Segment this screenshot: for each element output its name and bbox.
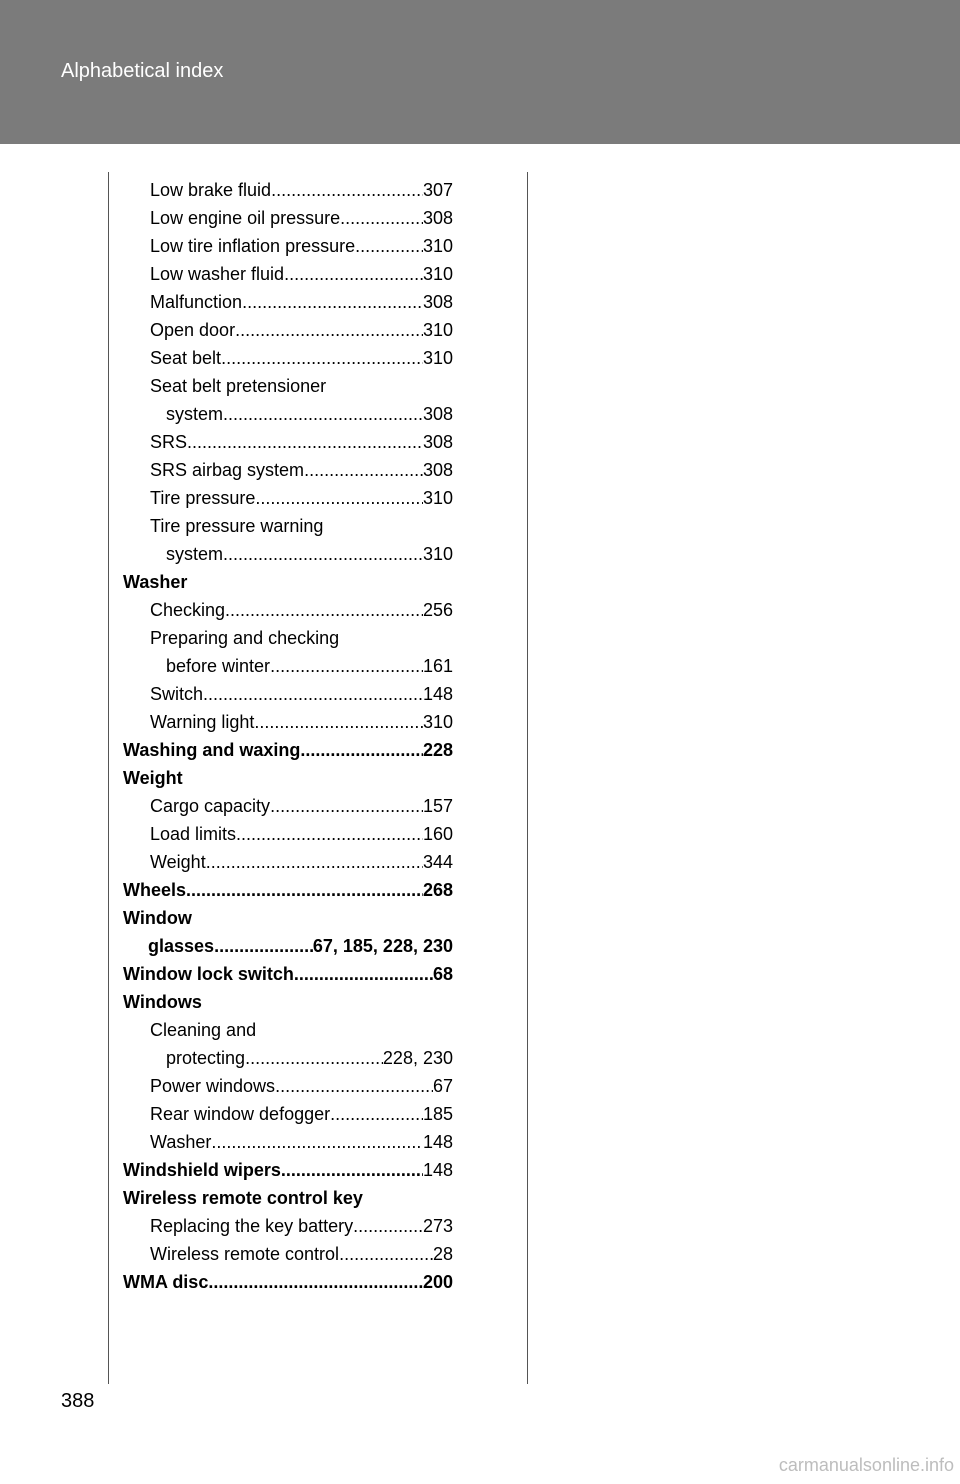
index-entry [123, 624, 453, 652]
index-entry [123, 708, 453, 736]
index-entry [123, 512, 453, 540]
index-entry [123, 288, 453, 316]
index-entry-label: system [166, 404, 224, 424]
index-entry [123, 400, 453, 428]
index-entry-page: 67 [432, 1076, 453, 1096]
column-divider-left [108, 172, 109, 1384]
index-entry-label: Replacing the key battery [150, 1216, 354, 1236]
page-header [0, 0, 960, 144]
index-entry-page: 310 [422, 544, 453, 564]
index-entry-label: Washer [150, 1132, 212, 1152]
index-entry-leader [235, 316, 423, 344]
index-entry-leader [214, 932, 313, 960]
index-entry-leader [284, 260, 423, 288]
index-entry-leader [330, 1100, 423, 1128]
index-entry-label: Low engine oil pressure [150, 208, 341, 228]
index-entry-label: Checking [150, 600, 226, 620]
index-entry-leader [275, 1072, 433, 1100]
index-entry-label: protecting [166, 1048, 246, 1068]
index-entry-leader [355, 232, 423, 260]
index-entry-label: before winter [166, 656, 271, 676]
index-entry-page: 67, 185, 228, 230 [312, 936, 453, 956]
index-entry-page: 157 [422, 796, 453, 816]
index-entry-label: Windows [123, 992, 202, 1012]
index-entry-leader [339, 1240, 433, 1268]
index-entry-label: Windshield wipers [123, 1160, 281, 1180]
header-title: Alphabetical index [61, 60, 224, 82]
index-entry-label: Seat belt [150, 348, 222, 368]
index-entry-label: SRS [150, 432, 188, 452]
index-entry-leader [254, 708, 423, 736]
index-entry-page: 308 [422, 292, 453, 312]
index-entry-leader [270, 792, 423, 820]
index-entry-page: 185 [422, 1104, 453, 1124]
index-entry-label: Window [123, 908, 192, 928]
index-entry-page: 148 [422, 684, 453, 704]
index-entry [123, 316, 453, 344]
index-entry [123, 988, 453, 1016]
index-entry [123, 176, 453, 204]
index-entry-leader [245, 1044, 383, 1072]
index-list [123, 176, 453, 1296]
index-entry [123, 904, 453, 932]
index-entry [123, 820, 453, 848]
index-entry [123, 764, 453, 792]
index-entry-page: 256 [422, 600, 453, 620]
index-entry-leader [255, 484, 423, 512]
index-entry [123, 1212, 453, 1240]
index-entry-page: 161 [422, 656, 453, 676]
index-entry-leader [211, 1128, 423, 1156]
page-number: 388 [61, 1390, 95, 1412]
index-entry-leader [221, 344, 423, 372]
index-entry [123, 596, 453, 624]
index-entry-page: 307 [422, 180, 453, 200]
index-entry-label: Tire pressure warning [150, 516, 324, 536]
index-entry-label: Low tire inflation pressure [150, 236, 356, 256]
index-entry-page: 200 [422, 1272, 453, 1292]
index-entry [123, 792, 453, 820]
index-entry [123, 1240, 453, 1268]
index-entry-leader [281, 1156, 423, 1184]
index-entry [123, 1100, 453, 1128]
index-entry-page: 310 [422, 264, 453, 284]
index-entry-page: 310 [422, 348, 453, 368]
index-entry-label: Power windows [150, 1076, 276, 1096]
index-entry-page: 148 [422, 1132, 453, 1152]
index-entry-label: Wireless remote control key [123, 1188, 363, 1208]
index-entry-label: Washing and waxing [123, 740, 301, 760]
index-entry-label: Malfunction [150, 292, 243, 312]
index-entry [123, 848, 453, 876]
index-entry-leader [236, 820, 423, 848]
index-entry-page: 308 [422, 208, 453, 228]
index-entry-leader [223, 540, 423, 568]
index-entry [123, 428, 453, 456]
index-entry [123, 680, 453, 708]
index-entry [123, 1128, 453, 1156]
index-entry [123, 1184, 453, 1212]
index-entry-label: Cleaning and [150, 1020, 257, 1040]
index-entry-page: 228 [422, 740, 453, 760]
index-entry-label: Window lock switch [123, 964, 294, 984]
index-entry [123, 456, 453, 484]
index-entry [123, 1268, 453, 1296]
index-entry-leader [340, 204, 423, 232]
index-entry [123, 1156, 453, 1184]
index-entry-label: Wheels [123, 880, 187, 900]
index-entry-label: glasses [148, 936, 215, 956]
index-entry-label: Warning light [150, 712, 255, 732]
index-entry-leader [206, 848, 423, 876]
index-entry-leader [294, 960, 433, 988]
index-entry [123, 372, 453, 400]
index-entry-leader [187, 428, 423, 456]
index-entry-page: 308 [422, 432, 453, 452]
index-entry-page: 148 [422, 1160, 453, 1180]
index-entry-leader [186, 876, 423, 904]
index-entry-page: 268 [422, 880, 453, 900]
index-entry-page: 273 [422, 1216, 453, 1236]
column-divider-right [527, 172, 528, 1384]
index-entry-leader [208, 1268, 423, 1296]
index-entry-label: Tire pressure [150, 488, 256, 508]
index-entry [123, 204, 453, 232]
index-entry-page: 68 [432, 964, 453, 984]
index-entry-leader [353, 1212, 423, 1240]
index-entry-label: Load limits [150, 824, 237, 844]
index-entry-page: 310 [422, 488, 453, 508]
index-entry-label: Preparing and checking [150, 628, 340, 648]
index-entry [123, 960, 453, 988]
index-entry [123, 260, 453, 288]
index-entry-label: Open door [150, 320, 236, 340]
index-entry-label: WMA disc [123, 1272, 209, 1292]
index-entry-page: 28 [432, 1244, 453, 1264]
index-entry-page: 308 [422, 404, 453, 424]
index-entry-label: Low washer fluid [150, 264, 285, 284]
index-entry-page: 308 [422, 460, 453, 480]
index-entry-page: 310 [422, 236, 453, 256]
index-entry [123, 932, 453, 960]
index-entry [123, 232, 453, 260]
index-entry-label: Low brake fluid [150, 180, 272, 200]
index-entry-label: Weight [123, 768, 183, 788]
index-entry [123, 1072, 453, 1100]
index-entry-leader [270, 652, 423, 680]
index-entry-leader [225, 596, 423, 624]
index-entry-leader [203, 680, 423, 708]
index-entry-page: 310 [422, 320, 453, 340]
index-entry-leader [304, 456, 423, 484]
index-entry-page: 228, 230 [382, 1048, 453, 1068]
index-entry-label: Wireless remote control [150, 1244, 340, 1264]
index-entry [123, 736, 453, 764]
index-entry-label: Weight [150, 852, 206, 872]
index-entry-leader [271, 176, 423, 204]
index-entry-leader [242, 288, 423, 316]
index-entry-page: 160 [422, 824, 453, 844]
index-entry-page: 344 [422, 852, 453, 872]
index-entry-label: Seat belt pretensioner [150, 376, 327, 396]
watermark: carmanualsonline.info [778, 1455, 954, 1475]
index-entry [123, 652, 453, 680]
index-entry-label: SRS airbag system [150, 460, 305, 480]
index-entry-label: Switch [150, 684, 204, 704]
index-entry [123, 568, 453, 596]
index-entry-page: 310 [422, 712, 453, 732]
index-entry [123, 1016, 453, 1044]
index-entry [123, 484, 453, 512]
index-entry-leader [223, 400, 423, 428]
index-entry [123, 344, 453, 372]
index-entry-label: Washer [123, 572, 188, 592]
index-entry-label: system [166, 544, 224, 564]
index-entry-label: Cargo capacity [150, 796, 271, 816]
index-entry [123, 540, 453, 568]
index-entry-label: Rear window defogger [150, 1104, 331, 1124]
index-entry [123, 876, 453, 904]
index-entry-leader [300, 736, 423, 764]
index-entry [123, 1044, 453, 1072]
